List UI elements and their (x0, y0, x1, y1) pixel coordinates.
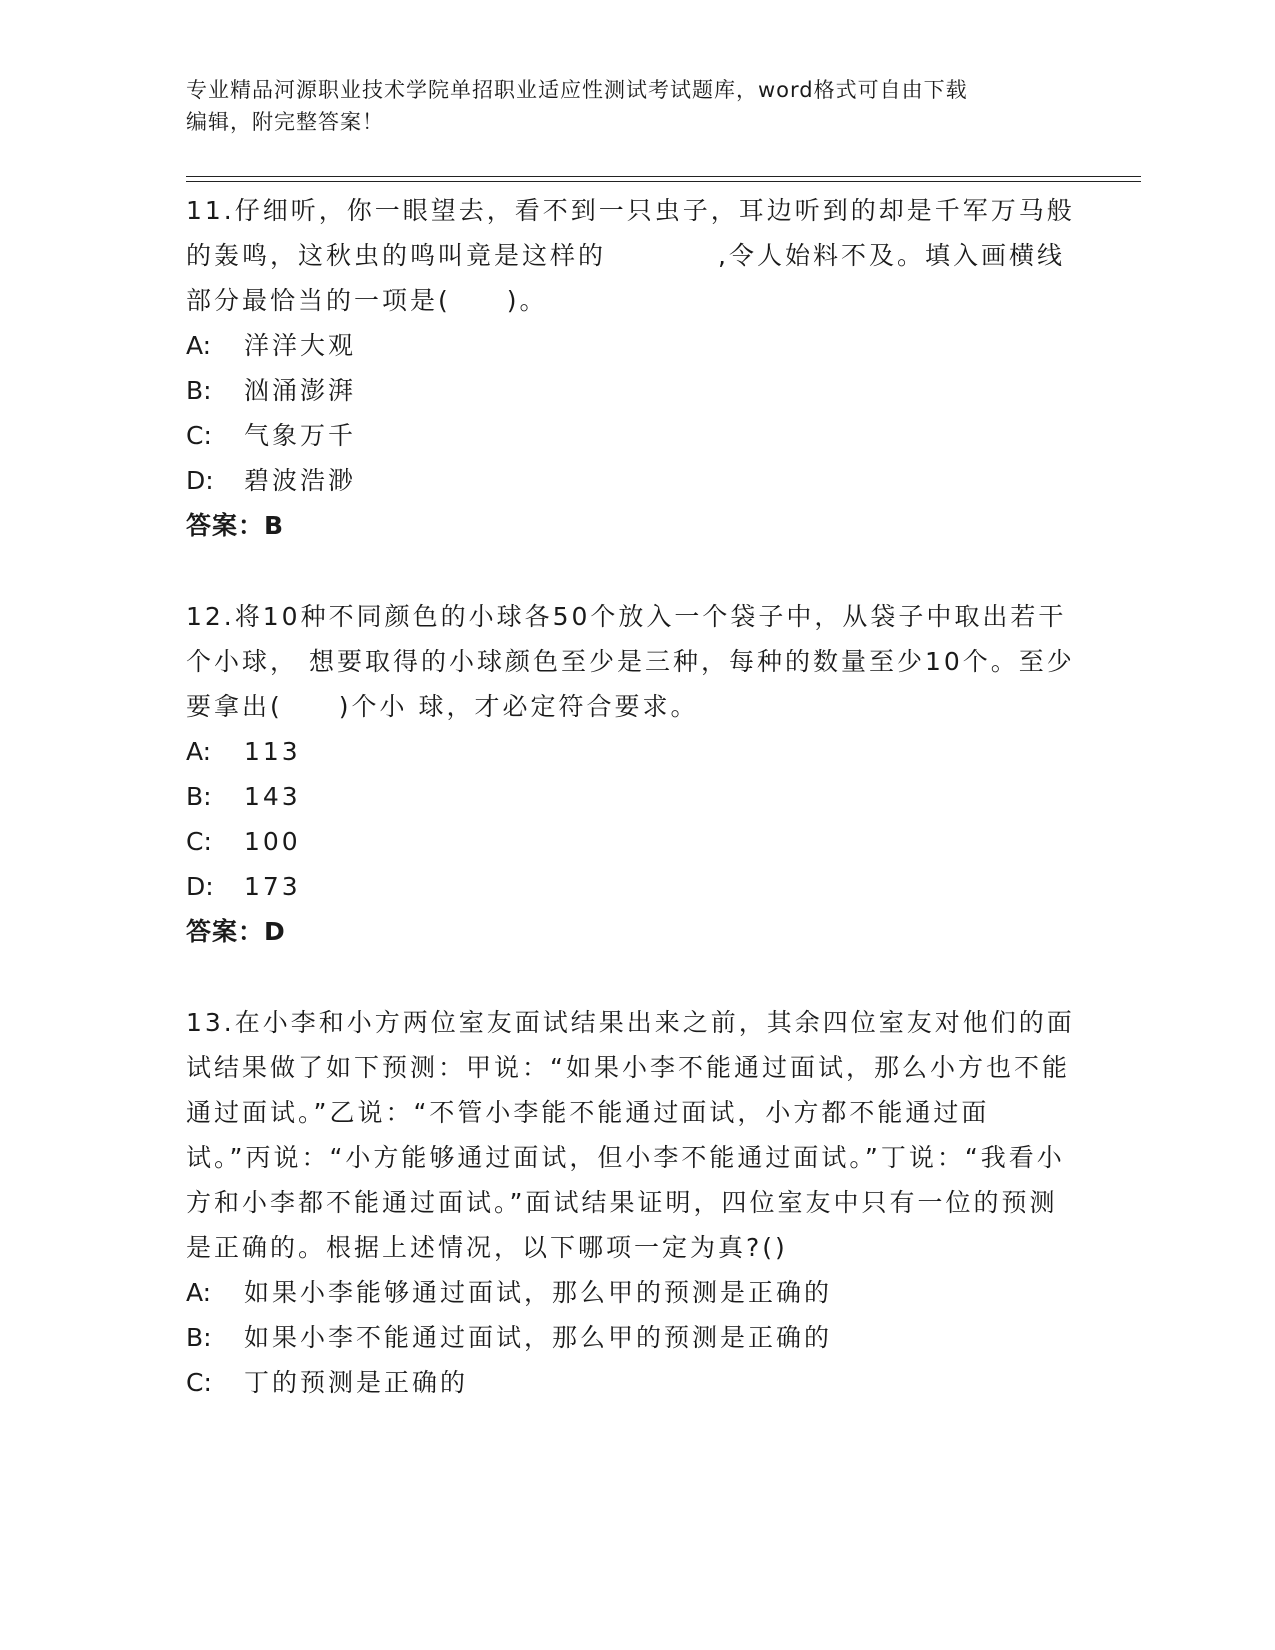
option-letter: B: (186, 376, 212, 405)
option-letter: B: (186, 1323, 212, 1352)
option-letter: B: (186, 782, 212, 811)
option-c (186, 819, 1076, 864)
option-text: 碧波浩渺 (244, 466, 357, 495)
question-11 (186, 188, 1076, 548)
answer-line: 答案：D (186, 917, 286, 946)
option-text: 洋洋大观 (244, 331, 357, 360)
option-a (186, 729, 1076, 774)
question-stem: 13.在小李和小方两位室友面试结果出来之前，其余四位室友对他们的面试结果做了如下预测：甲说：“如果小李不能通过面试，那么小方也不能通过面试。”乙说：“不管小李能不能通过面试，小方都不能通过面试。”丙说：“小方能够通过面试，但小李不能通过面试。”丁说：“我看小方和小李都不能通过面试。”面试结果证明，四位室友中只有一位的预测是正确的。根据上述情况，以下哪项一定为真?() (186, 1008, 1075, 1262)
option-letter: A: (186, 737, 212, 766)
option-letter: D: (186, 872, 214, 901)
option-text: 113 (244, 737, 301, 766)
option-letter: A: (186, 331, 212, 360)
option-b (186, 774, 1076, 819)
header-divider-top (186, 176, 1141, 177)
header-line-1: 专业精品河源职业技术学院单招职业适应性测试考试题库，word格式可自由下载 (186, 78, 968, 102)
answer-line: 答案：B (186, 511, 285, 540)
option-letter: C: (186, 827, 212, 856)
question-12 (186, 594, 1076, 954)
option-text: 丁的预测是正确的 (244, 1368, 469, 1397)
header-divider-bottom (186, 181, 1141, 182)
option-a (186, 323, 1076, 368)
option-b (186, 368, 1076, 413)
option-d (186, 864, 1076, 909)
option-text: 173 (244, 872, 301, 901)
option-d (186, 458, 1076, 503)
question-stem: 12.将10种不同颜色的小球各50个放入一个袋子中，从袋子中取出若干个小球， 想要取得的小球颜色至少是三种，每种的数量至少10个。至少要拿出( )个小 球，才必定符合要求。 (186, 602, 1075, 721)
option-letter: D: (186, 466, 214, 495)
option-letter: C: (186, 421, 212, 450)
option-text: 汹涌澎湃 (244, 376, 357, 405)
option-text: 气象万千 (244, 421, 357, 450)
option-b (186, 1315, 1076, 1360)
question-stem: 11.仔细听，你一眼望去，看不到一只虫子，耳边听到的却是千军万马般的轰鸣，这秋虫的鸣叫竟是这样的 ,令人始料不及。填入画横线部分最恰当的一项是( )。 (186, 196, 1075, 315)
option-text: 如果小李不能通过面试，那么甲的预测是正确的 (244, 1323, 833, 1352)
option-text: 143 (244, 782, 301, 811)
option-text: 100 (244, 827, 301, 856)
option-c (186, 413, 1076, 458)
page-header (186, 74, 1066, 138)
option-text: 如果小李能够通过面试，那么甲的预测是正确的 (244, 1278, 833, 1307)
option-letter: A: (186, 1278, 212, 1307)
option-c (186, 1360, 1076, 1405)
option-a (186, 1270, 1076, 1315)
option-letter: C: (186, 1368, 212, 1397)
header-line-2: 编辑，附完整答案！ (186, 110, 384, 134)
question-13 (186, 1000, 1076, 1405)
